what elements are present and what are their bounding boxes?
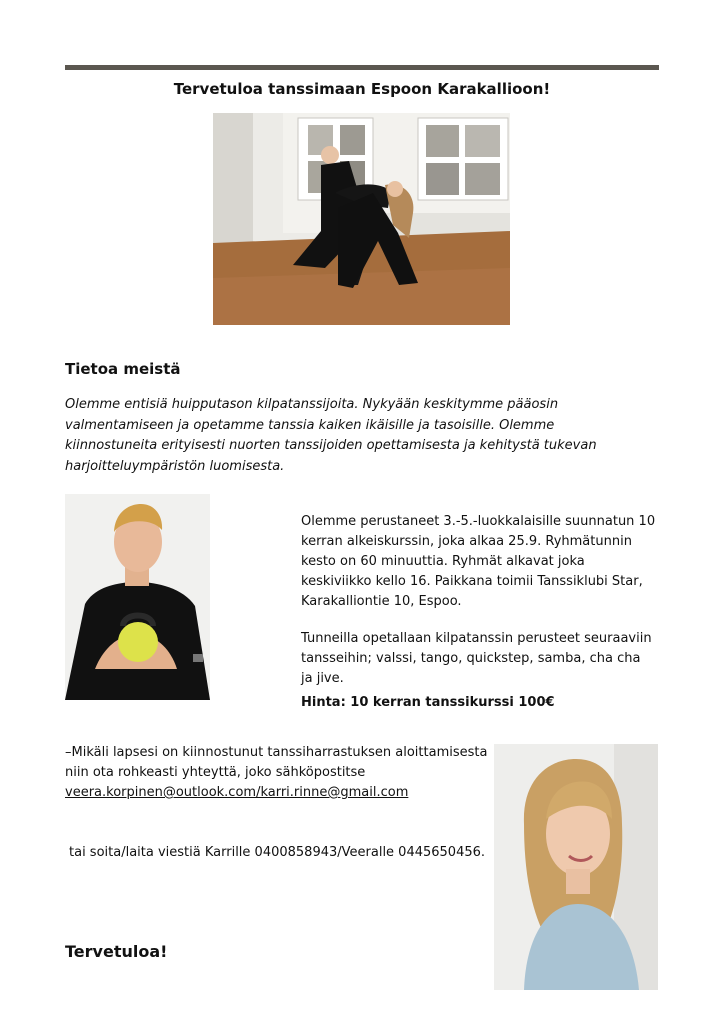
about-text [65,395,625,477]
styles-line: Tunneilla opetallaan kilpatanssin perusteet seuraaviin [301,631,652,646]
top-divider [65,65,659,70]
page-title: Tervetuloa tanssimaan Espoon Karakallioon! [173,80,551,98]
about-line: Olemme entisiä huipputason kilpatanssijoita. Nykyään keskitymme pääosin [65,397,559,412]
course-description [301,512,661,612]
course-line: kerran alkeiskurssin, joka alkaa 25.9. Ryhmätunnin [301,534,632,549]
about-line: valmentamiseen ja opetamme tanssia kaiken ikäisille ja tasoisille. Olemme [65,417,555,433]
welcome-closing: Tervetuloa! [65,942,168,961]
contact-line: –Mikäli lapsesi on kiinnostunut tanssiharrastuksen aloittamisesta [65,745,488,760]
email-link[interactable]: veera.korpinen@outlook.com/karri.rinne@gmail.com [65,785,409,800]
course-line: kesto on 60 minuuttia. Ryhmät alkavat joka [301,554,585,569]
course-price: Hinta: 10 kerran tanssikurssi 100€ [301,695,555,710]
course-line: Olemme perustaneet 3.-5.-luokkalaisille suunnatun 10 [301,514,656,529]
contact-line: niin ota rohkeasti yhteyttä, joko sähköpostitse [65,765,366,780]
course-line: Karakalliontie 10, Espoo. [301,594,462,609]
about-line: harjoitteluympäristön luomisesta. [65,458,285,474]
styles-line: ja jive. [301,671,344,686]
about-heading: Tietoa meistä [65,360,181,378]
dance-couple-photo [213,113,510,325]
styles-line: tansseihin; valssi, tango, quickstep, samba, cha cha [301,651,641,666]
contact-text [65,743,495,803]
teacher-woman-photo [494,744,658,990]
course-line: keskiviikko kello 16. Paikkana toimii Tanssiklubi Star, [301,574,643,589]
dance-styles-text [301,629,661,689]
phone-text: tai soita/laita viestiä Karrille 0400858943/Veeralle 0445650456. [69,845,486,860]
teacher-man-photo [65,494,210,700]
about-line: kiinnostuneita erityisesti nuorten tanssijoiden opettamisesta ja kehitystä tukevan [65,438,597,454]
